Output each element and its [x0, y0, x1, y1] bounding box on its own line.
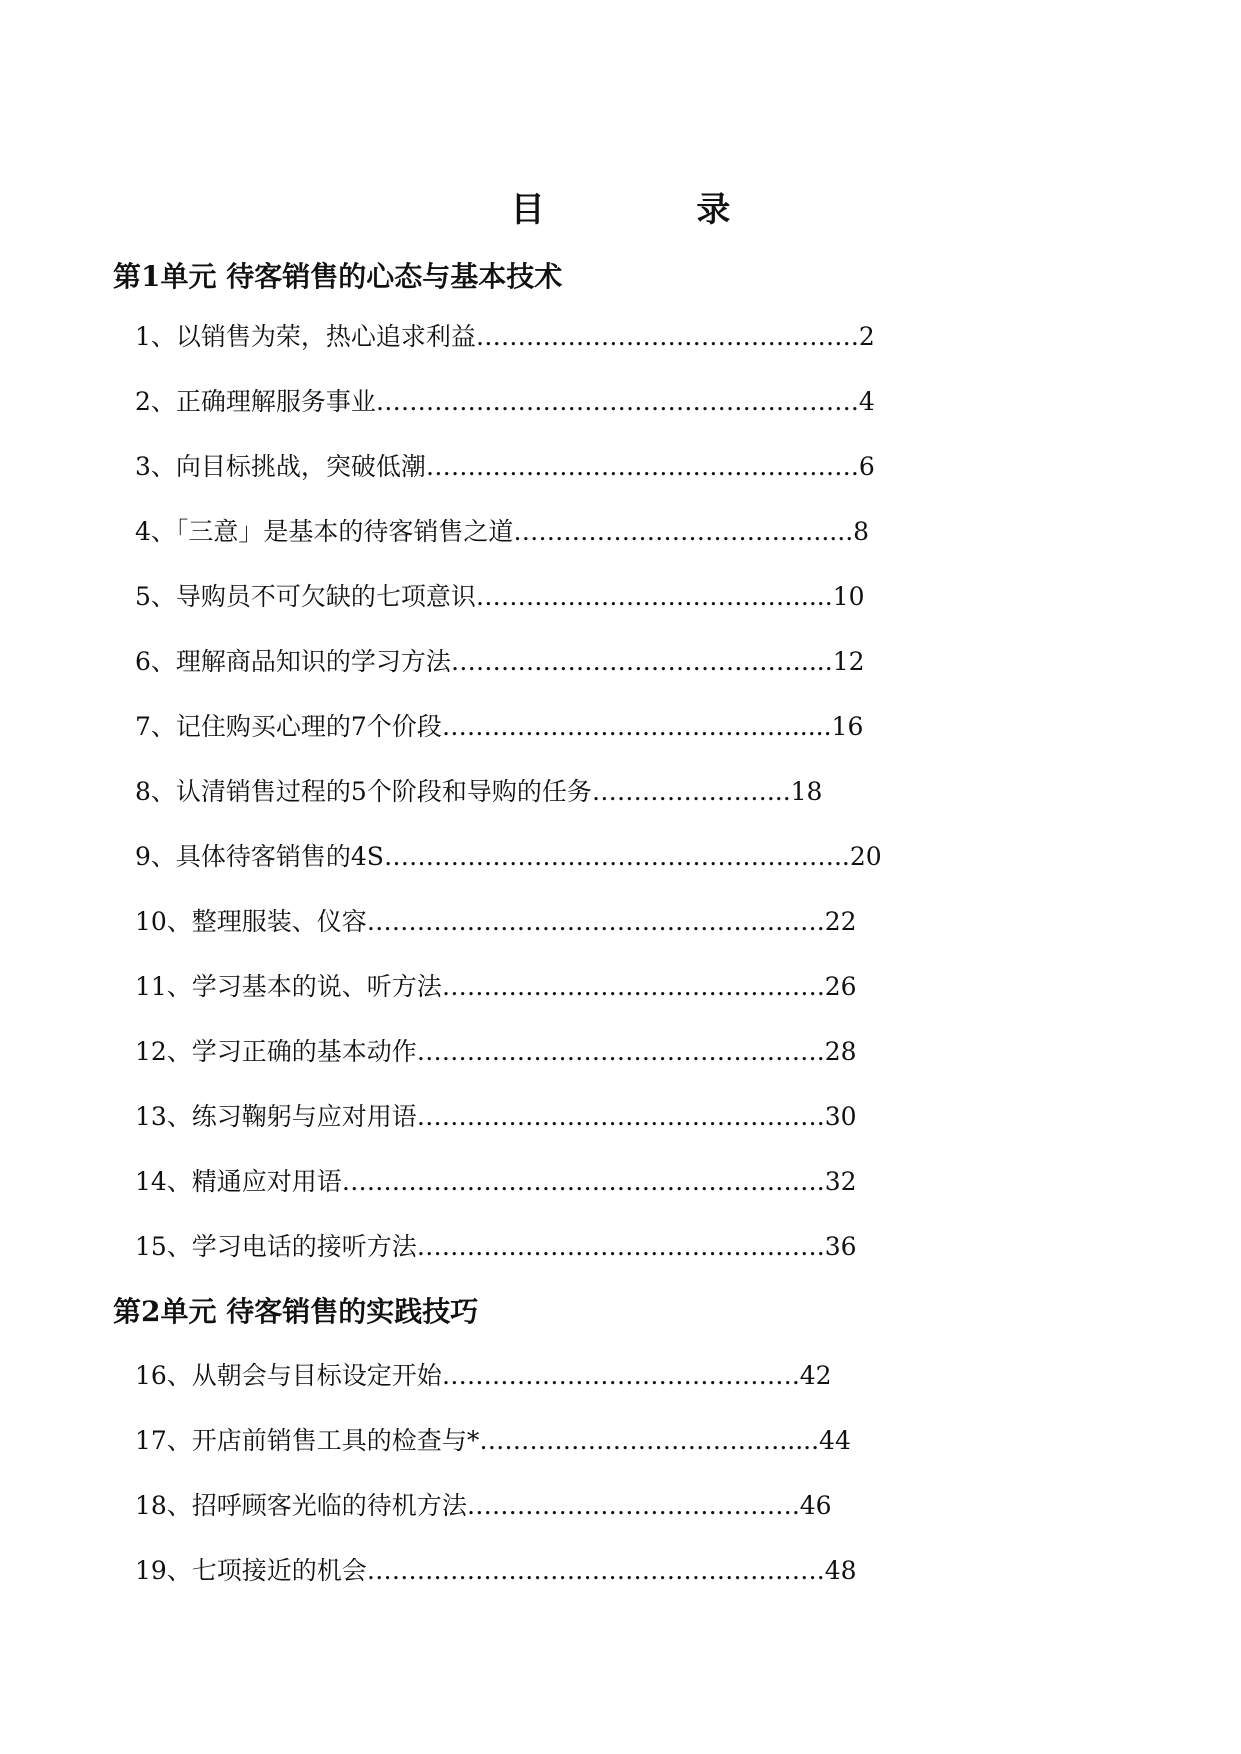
toc-entry[interactable]: 1、以销售为荣，热心追求利益……………………………………….2: [135, 322, 875, 351]
toc-entry[interactable]: 10、整理服装、仪容……………………………………………….22: [135, 907, 857, 936]
toc-entry[interactable]: 8、认清销售过程的5个阶段和导购的任务…………………...18: [135, 777, 823, 806]
toc-entry[interactable]: 14、精通应对用语………………………………………………….32: [135, 1167, 857, 1196]
toc-entry[interactable]: 9、具体待客销售的4S………………………………………………..20: [135, 842, 882, 871]
toc-entry[interactable]: 5、导购员不可欠缺的七项意识…………………………………....10: [135, 582, 865, 611]
toc-entry[interactable]: 19、七项接近的机会……………………………………………….48: [135, 1556, 857, 1585]
toc-entry[interactable]: 12、学习正确的基本动作………………………………………….28: [135, 1037, 857, 1066]
toc-entry[interactable]: 17、开店前销售工具的检查与*……………………………….....44: [135, 1426, 851, 1455]
page-title: 目 录: [510, 190, 801, 230]
toc-entry[interactable]: 7、记住购买心理的7个价段…………………………………….....16: [135, 712, 864, 741]
toc-entry[interactable]: 11、学习基本的说、听方法……………………………………….26: [135, 972, 857, 1001]
toc-entry[interactable]: 13、练习鞠躬与应对用语………………………………………….30: [135, 1102, 857, 1131]
toc-entry[interactable]: 18、招呼顾客光临的待机方法………………………………….46: [135, 1491, 832, 1520]
toc-entry[interactable]: 2、正确理解服务事业………………………………………………….4: [135, 387, 875, 416]
unit-heading-2: 第2单元 待客销售的实践技巧: [113, 1295, 479, 1328]
toc-entry[interactable]: 4、「三意」是基本的待客销售之道……………………………….....8: [135, 517, 870, 546]
toc-entry[interactable]: 16、从朝会与目标设定开始…………………………………….42: [135, 1361, 832, 1390]
unit-heading-1: 第1单元 待客销售的心态与基本技术: [113, 260, 563, 293]
toc-entry[interactable]: 15、学习电话的接听方法………………………………………….36: [135, 1232, 857, 1261]
toc-entry[interactable]: 6、理解商品知识的学习方法……………………………………....12: [135, 647, 865, 676]
toc-entry[interactable]: 3、向目标挑战，突破低潮…………………………………………….6: [135, 452, 875, 481]
